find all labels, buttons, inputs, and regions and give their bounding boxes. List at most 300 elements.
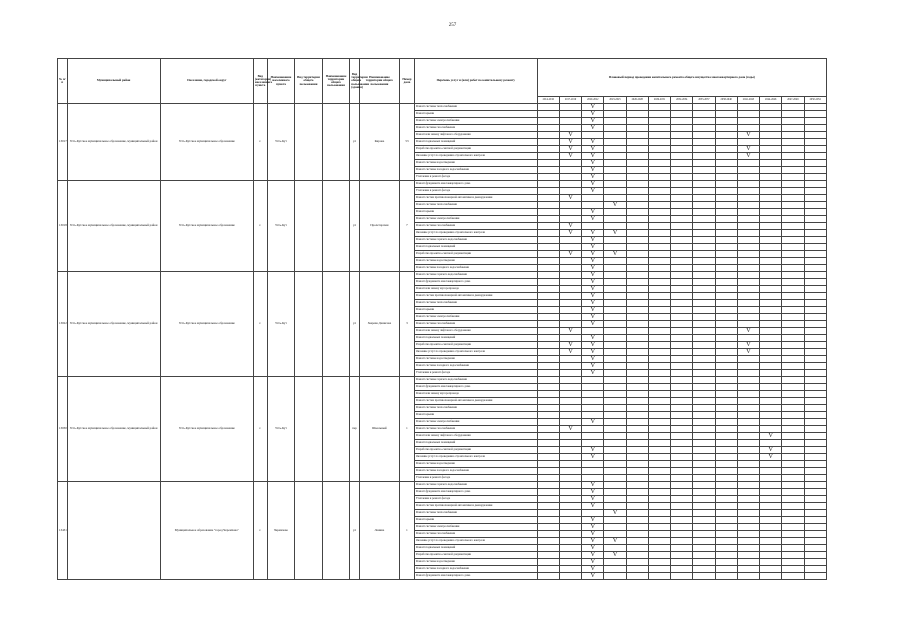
year-cell	[626, 356, 648, 363]
cell-street-name	[322, 181, 350, 272]
planned-mark: V	[582, 286, 604, 293]
year-header-2020-2022: 2020-2022	[582, 97, 604, 104]
year-cell	[604, 433, 626, 440]
planned-mark: V	[604, 538, 626, 545]
year-cell	[715, 223, 737, 230]
work-item: Ремонт системы газоснабжения	[414, 321, 537, 328]
work-item: Ремонт системы горячего водоснабжения	[414, 272, 537, 279]
year-cell	[782, 426, 804, 433]
year-header-2032-2034: 2032-2034	[671, 97, 693, 104]
year-cell	[671, 181, 693, 188]
year-cell	[671, 531, 693, 538]
year-cell	[782, 209, 804, 216]
year-cell	[693, 391, 715, 398]
work-item: Разработка проектно-сметной документации	[414, 447, 537, 454]
year-cell	[737, 118, 759, 125]
cell-num: 13018	[58, 181, 68, 272]
year-cell	[782, 272, 804, 279]
year-cell	[737, 202, 759, 209]
year-cell	[537, 398, 559, 405]
year-cell	[671, 321, 693, 328]
year-cell	[715, 237, 737, 244]
work-item: Ремонт или замену мусоропровода	[414, 286, 537, 293]
planned-mark: V	[582, 125, 604, 132]
year-cell	[804, 286, 827, 293]
year-cell	[671, 454, 693, 461]
year-cell	[559, 279, 581, 286]
cell-street-type	[295, 377, 323, 482]
year-cell	[648, 573, 670, 580]
year-header-2014-2016: 2014-2016	[537, 97, 559, 104]
year-cell	[648, 370, 670, 377]
year-cell	[604, 160, 626, 167]
year-cell	[760, 412, 782, 419]
year-cell	[782, 104, 804, 111]
year-cell	[737, 104, 759, 111]
year-cell	[737, 496, 759, 503]
year-cell	[604, 524, 626, 531]
year-cell	[604, 496, 626, 503]
cell-building-type: ул	[350, 482, 360, 580]
year-cell	[782, 517, 804, 524]
year-cell	[648, 552, 670, 559]
year-cell	[626, 251, 648, 258]
planned-mark: V	[582, 454, 604, 461]
year-cell	[760, 489, 782, 496]
year-cell	[715, 517, 737, 524]
year-cell	[648, 419, 670, 426]
cell-settlement: Усть-Кутское муниципальное образование	[160, 181, 253, 272]
cell-street-type	[295, 272, 323, 377]
year-cell	[648, 489, 670, 496]
year-cell	[626, 531, 648, 538]
work-item: Ремонт системы холодного водоснабжения	[414, 468, 537, 475]
year-cell	[693, 573, 715, 580]
year-cell	[737, 265, 759, 272]
year-cell	[648, 531, 670, 538]
year-header-2047-2049: 2047-2049	[782, 97, 804, 104]
planned-mark: V	[604, 202, 626, 209]
year-cell	[604, 181, 626, 188]
cell-building-type: ул	[350, 272, 360, 377]
year-cell	[760, 398, 782, 405]
year-header-2050-2052: 2050-2052	[804, 97, 827, 104]
year-cell	[582, 398, 604, 405]
cell-locality-type: г.	[253, 377, 267, 482]
year-cell	[760, 188, 782, 195]
year-cell	[648, 559, 670, 566]
year-cell	[671, 489, 693, 496]
work-item: Ремонт системы холодного водоснабжения	[414, 167, 537, 174]
year-cell	[693, 384, 715, 391]
work-item: Утепление и ремонт фасада	[414, 475, 537, 482]
cell-district: Усть-Кутское муниципальное образование, муниципальный район	[67, 272, 160, 377]
year-cell	[804, 510, 827, 517]
year-cell	[604, 391, 626, 398]
year-cell	[626, 307, 648, 314]
year-cell	[737, 314, 759, 321]
year-cell	[559, 412, 581, 419]
work-item: Ремонт системы холодного водоснабжения	[414, 363, 537, 370]
cell-building-name: Кирова	[359, 104, 399, 181]
year-cell	[537, 174, 559, 181]
year-cell	[604, 118, 626, 125]
year-cell	[604, 454, 626, 461]
planned-mark: V	[559, 195, 581, 202]
year-cell	[715, 349, 737, 356]
year-cell	[760, 223, 782, 230]
year-cell	[715, 552, 737, 559]
cell-building-name: Зверева Денисова	[359, 272, 399, 377]
year-cell	[604, 489, 626, 496]
year-cell	[715, 118, 737, 125]
year-cell	[804, 419, 827, 426]
year-cell	[782, 454, 804, 461]
year-cell	[604, 293, 626, 300]
year-cell	[626, 181, 648, 188]
work-item: Ремонт подвальных помещений	[414, 335, 537, 342]
year-cell	[804, 503, 827, 510]
year-cell	[693, 412, 715, 419]
year-cell	[671, 174, 693, 181]
planned-mark: V	[604, 510, 626, 517]
year-cell	[648, 538, 670, 545]
year-cell	[537, 167, 559, 174]
year-cell	[782, 188, 804, 195]
work-item: Ремонт системы горячего водоснабжения	[414, 237, 537, 244]
year-cell	[626, 426, 648, 433]
year-cell	[782, 552, 804, 559]
table-row	[58, 272, 827, 279]
year-cell	[737, 510, 759, 517]
year-cell	[537, 237, 559, 244]
year-cell	[671, 482, 693, 489]
cell-settlement: Муниципальное образование "город Черемхово"	[160, 482, 253, 580]
work-item: Ремонт системы теплоснабжения	[414, 104, 537, 111]
year-cell	[760, 468, 782, 475]
planned-mark: V	[582, 272, 604, 279]
year-cell	[537, 496, 559, 503]
cell-house: 7	[400, 181, 415, 272]
year-cell	[715, 314, 737, 321]
year-cell	[604, 167, 626, 174]
year-cell	[693, 132, 715, 139]
year-cell	[715, 293, 737, 300]
year-cell	[559, 216, 581, 223]
year-cell	[715, 405, 737, 412]
year-cell	[693, 118, 715, 125]
year-cell	[626, 153, 648, 160]
year-cell	[804, 426, 827, 433]
year-cell	[782, 223, 804, 230]
year-cell	[671, 167, 693, 174]
year-cell	[693, 566, 715, 573]
year-cell	[648, 335, 670, 342]
year-cell	[782, 230, 804, 237]
year-cell	[760, 356, 782, 363]
year-cell	[626, 167, 648, 174]
planned-mark: V	[582, 258, 604, 265]
year-cell	[648, 202, 670, 209]
year-cell	[715, 209, 737, 216]
cell-house: 3	[400, 272, 415, 377]
year-cell	[582, 475, 604, 482]
planned-mark: V	[582, 531, 604, 538]
year-cell	[626, 566, 648, 573]
year-cell	[648, 517, 670, 524]
year-cell	[804, 384, 827, 391]
year-cell	[693, 510, 715, 517]
year-cell	[715, 230, 737, 237]
cell-num: 13022	[58, 272, 68, 377]
year-cell	[671, 468, 693, 475]
year-cell	[804, 272, 827, 279]
year-cell	[693, 454, 715, 461]
year-cell	[737, 230, 759, 237]
year-cell	[760, 230, 782, 237]
work-item: Оказание услуг по проведению строительного контроля	[414, 349, 537, 356]
year-cell	[626, 405, 648, 412]
year-cell	[737, 188, 759, 195]
year-cell	[626, 216, 648, 223]
year-cell	[537, 531, 559, 538]
header-street-name: Наименование территории общего пользования	[322, 59, 350, 104]
year-cell	[715, 132, 737, 139]
year-cell	[782, 405, 804, 412]
year-cell	[582, 405, 604, 412]
year-cell	[671, 216, 693, 223]
year-cell	[760, 251, 782, 258]
year-cell	[671, 447, 693, 454]
year-cell	[804, 216, 827, 223]
year-cell	[648, 342, 670, 349]
year-cell	[537, 545, 559, 552]
year-cell	[760, 286, 782, 293]
year-cell	[671, 342, 693, 349]
year-cell	[537, 510, 559, 517]
year-cell	[671, 307, 693, 314]
year-cell	[782, 160, 804, 167]
year-cell	[693, 314, 715, 321]
year-cell	[737, 475, 759, 482]
year-cell	[537, 370, 559, 377]
year-cell	[671, 160, 693, 167]
year-header-2041-2043: 2041-2043	[737, 97, 759, 104]
work-item: Ремонт системы водоотведения	[414, 258, 537, 265]
year-cell	[804, 251, 827, 258]
work-item: Ремонт системы электроснабжения	[414, 118, 537, 125]
year-cell	[760, 377, 782, 384]
year-cell	[760, 538, 782, 545]
work-item: Разработка проектно-сметной документации	[414, 146, 537, 153]
year-cell	[626, 363, 648, 370]
year-cell	[626, 321, 648, 328]
year-cell	[693, 468, 715, 475]
year-cell	[604, 237, 626, 244]
year-cell	[604, 426, 626, 433]
year-cell	[671, 279, 693, 286]
year-cell	[693, 503, 715, 510]
year-cell	[782, 146, 804, 153]
year-cell	[804, 279, 827, 286]
year-cell	[693, 139, 715, 146]
year-cell	[537, 552, 559, 559]
year-cell	[737, 405, 759, 412]
year-cell	[648, 377, 670, 384]
year-cell	[693, 209, 715, 216]
year-cell	[715, 272, 737, 279]
year-cell	[737, 181, 759, 188]
year-cell	[693, 286, 715, 293]
year-cell	[715, 244, 737, 251]
year-cell	[648, 118, 670, 125]
year-cell	[715, 419, 737, 426]
year-header-2017-2019: 2017-2019	[559, 97, 581, 104]
header-locality-name: Наименование населенного пункта	[267, 59, 295, 104]
year-cell	[537, 489, 559, 496]
cell-locality-type: г.	[253, 104, 267, 181]
year-cell	[648, 300, 670, 307]
planned-mark: V	[582, 503, 604, 510]
year-cell	[604, 272, 626, 279]
year-cell	[782, 328, 804, 335]
year-cell	[626, 286, 648, 293]
year-cell	[737, 244, 759, 251]
year-cell	[804, 391, 827, 398]
year-cell	[559, 167, 581, 174]
year-cell	[537, 461, 559, 468]
year-cell	[693, 461, 715, 468]
year-cell	[559, 405, 581, 412]
year-cell	[626, 139, 648, 146]
year-cell	[626, 279, 648, 286]
planned-mark: V	[737, 132, 759, 139]
year-cell	[715, 139, 737, 146]
year-cell	[804, 363, 827, 370]
planned-mark: V	[582, 489, 604, 496]
work-item: Ремонт системы горячего водоснабжения	[414, 482, 537, 489]
year-cell	[760, 132, 782, 139]
year-cell	[737, 251, 759, 258]
year-cell	[648, 251, 670, 258]
header-period: Плановый период проведения капитального ремонта общего имущества многоквартирного дома (годы)	[537, 59, 826, 97]
year-cell	[782, 244, 804, 251]
year-cell	[782, 531, 804, 538]
year-cell	[715, 216, 737, 223]
year-cell	[760, 524, 782, 531]
year-cell	[537, 482, 559, 489]
work-item: Ремонт крыши	[414, 307, 537, 314]
year-cell	[737, 209, 759, 216]
year-cell	[715, 440, 737, 447]
year-cell	[604, 279, 626, 286]
year-cell	[782, 370, 804, 377]
year-cell	[648, 223, 670, 230]
header-building-name: Наименование территории общего пользования	[359, 59, 399, 104]
year-cell	[760, 328, 782, 335]
year-cell	[582, 433, 604, 440]
year-cell	[648, 391, 670, 398]
year-cell	[804, 370, 827, 377]
year-cell	[559, 538, 581, 545]
year-cell	[693, 272, 715, 279]
work-item: Ремонт систем противопожарной автоматики и дымоудаления	[414, 398, 537, 405]
cell-building-type: ул	[350, 104, 360, 181]
year-cell	[715, 566, 737, 573]
year-cell	[804, 349, 827, 356]
year-cell	[626, 573, 648, 580]
year-cell	[559, 125, 581, 132]
year-cell	[648, 195, 670, 202]
planned-mark: V	[582, 209, 604, 216]
year-cell	[715, 468, 737, 475]
year-cell	[804, 454, 827, 461]
year-cell	[693, 258, 715, 265]
header-building-type: Вид территории общего пользования (здания)	[350, 59, 360, 104]
year-cell	[715, 426, 737, 433]
year-cell	[604, 398, 626, 405]
year-cell	[559, 524, 581, 531]
year-cell	[559, 468, 581, 475]
year-cell	[671, 314, 693, 321]
cell-street-name	[322, 272, 350, 377]
year-cell	[737, 370, 759, 377]
planned-mark: V	[582, 251, 604, 258]
work-item: Ремонт подвальных помещений	[414, 139, 537, 146]
year-cell	[604, 328, 626, 335]
header-num: № п/п	[58, 59, 68, 104]
year-cell	[648, 139, 670, 146]
planned-mark: V	[582, 356, 604, 363]
year-cell	[760, 475, 782, 482]
year-cell	[671, 223, 693, 230]
year-cell	[559, 258, 581, 265]
header-works: Перечень услуг и (или) работ по капитальному ремонту	[414, 59, 537, 104]
year-cell	[559, 265, 581, 272]
year-cell	[693, 195, 715, 202]
year-cell	[671, 384, 693, 391]
year-cell	[648, 412, 670, 419]
year-cell	[804, 160, 827, 167]
year-cell	[537, 132, 559, 139]
year-cell	[693, 524, 715, 531]
year-cell	[782, 538, 804, 545]
work-item: Ремонт системы газоснабжения	[414, 125, 537, 132]
year-cell	[737, 454, 759, 461]
year-cell	[715, 188, 737, 195]
year-cell	[715, 174, 737, 181]
year-cell	[804, 447, 827, 454]
year-cell	[782, 202, 804, 209]
year-cell	[559, 181, 581, 188]
year-cell	[760, 545, 782, 552]
year-cell	[648, 307, 670, 314]
cell-house: 1	[400, 377, 415, 482]
year-cell	[693, 489, 715, 496]
year-cell	[648, 349, 670, 356]
year-cell	[671, 391, 693, 398]
year-cell	[537, 447, 559, 454]
year-cell	[537, 223, 559, 230]
year-cell	[737, 335, 759, 342]
year-cell	[626, 517, 648, 524]
planned-mark: V	[582, 321, 604, 328]
planned-mark: V	[582, 314, 604, 321]
cell-locality-name: Усть-Кут	[267, 104, 295, 181]
year-cell	[737, 363, 759, 370]
year-cell	[693, 370, 715, 377]
year-cell	[760, 496, 782, 503]
